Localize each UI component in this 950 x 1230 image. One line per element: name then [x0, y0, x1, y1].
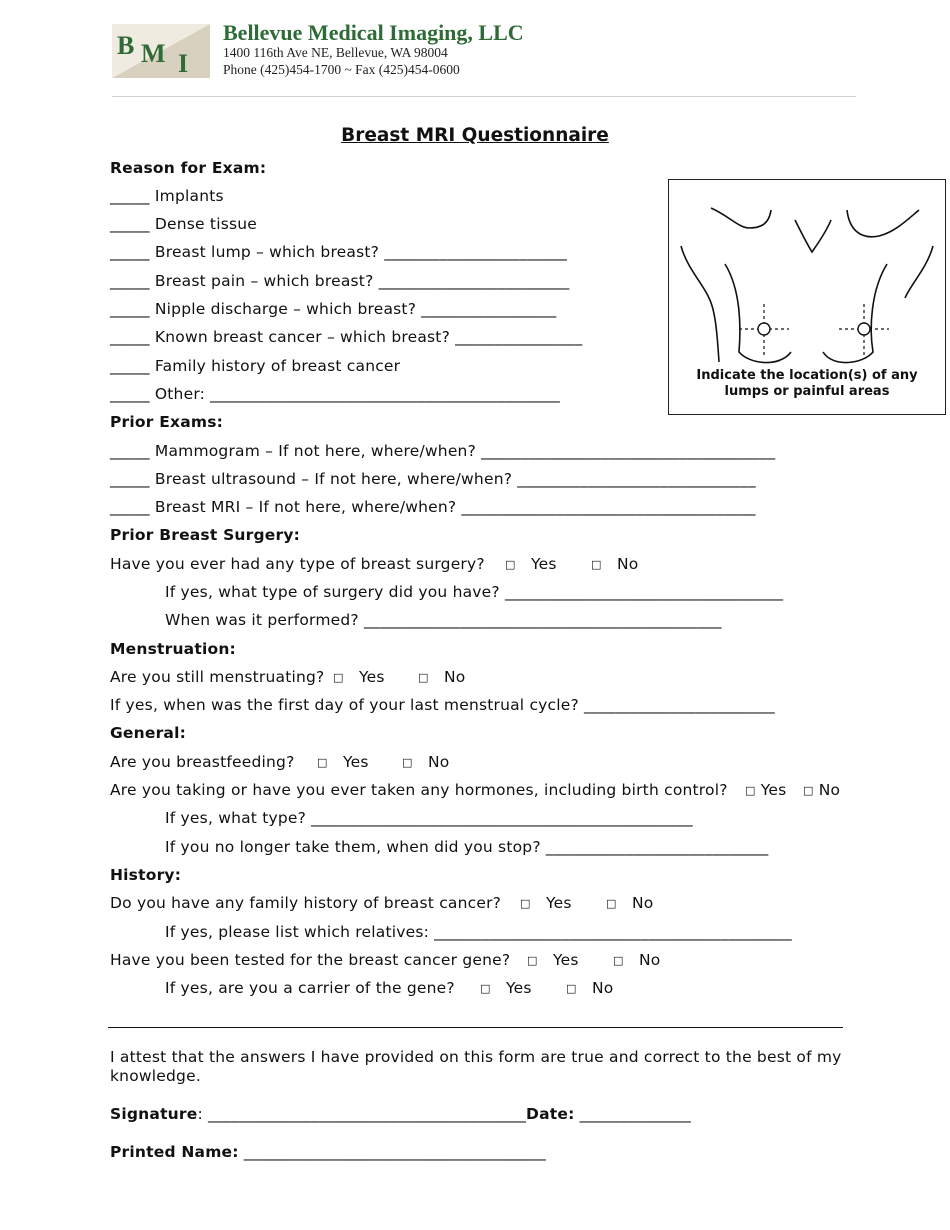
gene-carrier-yes-option[interactable]	[480, 979, 532, 997]
menstruating-no-option[interactable]	[418, 668, 465, 686]
yes-label: Yes	[760, 781, 787, 799]
section-heading-prior-exams: Prior Exams:	[110, 413, 224, 431]
no-label: No	[631, 894, 654, 912]
checkbox-icon[interactable]: □	[566, 982, 577, 995]
page-title: Breast MRI Questionnaire	[341, 125, 609, 146]
checkbox-icon[interactable]: □	[527, 954, 538, 967]
relatives-field[interactable]: If yes, please list which relatives: _____________________________________________	[165, 923, 792, 941]
breastfeeding-question: Are you breastfeeding?	[110, 753, 295, 771]
yes-label: Yes	[342, 753, 369, 771]
printed-name-field[interactable]: ______________________________________	[238, 1143, 546, 1161]
prior-mammogram-field[interactable]: _____ Mammogram – If not here, where/when? _____________________________________	[110, 442, 776, 460]
checkbox-icon[interactable]: □	[803, 784, 814, 797]
hormones-question: Are you taking or have you ever taken any hormones, including birth control?	[110, 781, 728, 799]
left-nipple-marker	[758, 323, 770, 335]
menstruating-yes-option[interactable]	[333, 668, 385, 686]
printed-name-row	[110, 1143, 546, 1161]
checkbox-icon[interactable]: □	[317, 756, 328, 769]
yes-label: Yes	[552, 951, 579, 969]
section-heading-history: History:	[110, 866, 182, 884]
section-heading-surgery: Prior Breast Surgery:	[110, 526, 301, 544]
svg-text:B: B	[117, 31, 135, 60]
checkbox-icon[interactable]: □	[613, 954, 624, 967]
diagram-caption-line2: lumps or painful areas	[724, 384, 890, 399]
checkbox-icon[interactable]: □	[591, 558, 602, 571]
section-heading-general: General:	[110, 724, 186, 742]
svg-text:I: I	[178, 49, 189, 78]
checkbox-icon[interactable]: □	[745, 784, 756, 797]
no-label: No	[616, 555, 639, 573]
company-logo	[112, 24, 210, 78]
no-label: No	[591, 979, 614, 997]
section-heading-reason: Reason for Exam:	[110, 159, 267, 177]
gene-test-no-option[interactable]	[613, 951, 660, 969]
breastfeeding-no-option[interactable]	[402, 753, 449, 771]
hormones-no-option[interactable]	[803, 781, 840, 799]
gene-carrier-question: If yes, are you a carrier of the gene?	[165, 979, 455, 997]
reason-dense-tissue-field[interactable]: _____ Dense tissue	[110, 215, 258, 233]
hormones-stop-field[interactable]: If you no longer take them, when did you stop? ____________________________	[165, 838, 769, 856]
signature-label: Signature	[110, 1105, 198, 1123]
section-heading-menstruation: Menstruation:	[110, 640, 236, 658]
surgery-no-option[interactable]	[591, 555, 638, 573]
reason-nipple-discharge-field[interactable]: _____ Nipple discharge – which breast? _________________	[110, 300, 557, 318]
yes-label: Yes	[505, 979, 532, 997]
last-cycle-field[interactable]: If yes, when was the first day of your last menstrual cycle? ________________________	[110, 696, 775, 714]
checkbox-icon[interactable]: □	[418, 671, 429, 684]
gene-test-question: Have you been tested for the breast cancer gene?	[110, 951, 511, 969]
reason-known-cancer-field[interactable]: _____ Known breast cancer – which breast? ________________	[110, 328, 583, 346]
printed-name-label: Printed Name:	[110, 1143, 239, 1161]
attestation-line2: knowledge.	[110, 1067, 201, 1085]
diagram-caption	[669, 368, 945, 400]
attestation-line1: I attest that the answers I have provided on this form are true and correct to the best of my	[110, 1048, 842, 1066]
company-name: Bellevue Medical Imaging, LLC	[223, 20, 524, 45]
menstruating-question: Are you still menstruating?	[110, 668, 325, 686]
checkbox-icon[interactable]: □	[505, 558, 516, 571]
surgery-when-field[interactable]: When was it performed? _____________________________________________	[165, 611, 722, 629]
hormones-type-field[interactable]: If yes, what type? ________________________________________________	[165, 809, 693, 827]
reason-family-history-field[interactable]: _____ Family history of breast cancer	[110, 357, 401, 375]
prior-ultrasound-field[interactable]: _____ Breast ultrasound – If not here, where/when? ______________________________	[110, 470, 756, 488]
checkbox-icon[interactable]: □	[402, 756, 413, 769]
date-label: Date:	[526, 1105, 575, 1123]
checkbox-icon[interactable]: □	[480, 982, 491, 995]
reason-breast-lump-field[interactable]: _____ Breast lump – which breast? _______________________	[110, 243, 568, 261]
no-label: No	[638, 951, 661, 969]
breast-diagram-illustration[interactable]	[669, 180, 945, 365]
no-label: No	[427, 753, 450, 771]
date-field[interactable]: ______________	[574, 1105, 691, 1123]
surgery-yes-option[interactable]	[505, 555, 557, 573]
yes-label: Yes	[530, 555, 557, 573]
checkbox-icon[interactable]: □	[606, 897, 617, 910]
reason-breast-pain-field[interactable]: _____ Breast pain – which breast? ________________________	[110, 272, 570, 290]
reason-implants-field[interactable]: _____ Implants	[110, 187, 224, 205]
no-label: No	[818, 781, 841, 799]
diagram-caption-line1: Indicate the location(s) of any	[696, 368, 918, 383]
family-history-question: Do you have any family history of breast cancer?	[110, 894, 502, 912]
surgery-type-field[interactable]: If yes, what type of surgery did you have? ___________________________________	[165, 583, 784, 601]
signature-field[interactable]: ________________________________________	[202, 1105, 527, 1123]
header-divider	[112, 96, 856, 97]
breast-diagram-box	[668, 179, 946, 415]
signature-colon: :	[197, 1105, 203, 1123]
company-phone-fax: Phone (425)454-1700 ~ Fax (425)454-0600	[223, 62, 460, 77]
family-history-yes-option[interactable]	[520, 894, 572, 912]
yes-label: Yes	[545, 894, 572, 912]
family-history-no-option[interactable]	[606, 894, 653, 912]
checkbox-icon[interactable]: □	[520, 897, 531, 910]
signature-row	[110, 1105, 691, 1123]
section-divider	[108, 1027, 843, 1028]
checkbox-icon[interactable]: □	[333, 671, 344, 684]
gene-test-yes-option[interactable]	[527, 951, 579, 969]
no-label: No	[443, 668, 466, 686]
right-nipple-marker	[858, 323, 870, 335]
hormones-yes-option[interactable]	[745, 781, 786, 799]
breastfeeding-yes-option[interactable]	[317, 753, 369, 771]
company-address: 1400 116th Ave NE, Bellevue, WA 98004	[223, 45, 448, 60]
gene-carrier-no-option[interactable]	[566, 979, 613, 997]
svg-text:M: M	[141, 39, 166, 68]
reason-other-field[interactable]: _____ Other: ____________________________________________	[110, 385, 560, 403]
prior-mri-field[interactable]: _____ Breast MRI – If not here, where/when? _____________________________________	[110, 498, 756, 516]
surgery-question: Have you ever had any type of breast surgery?	[110, 555, 485, 573]
yes-label: Yes	[358, 668, 385, 686]
